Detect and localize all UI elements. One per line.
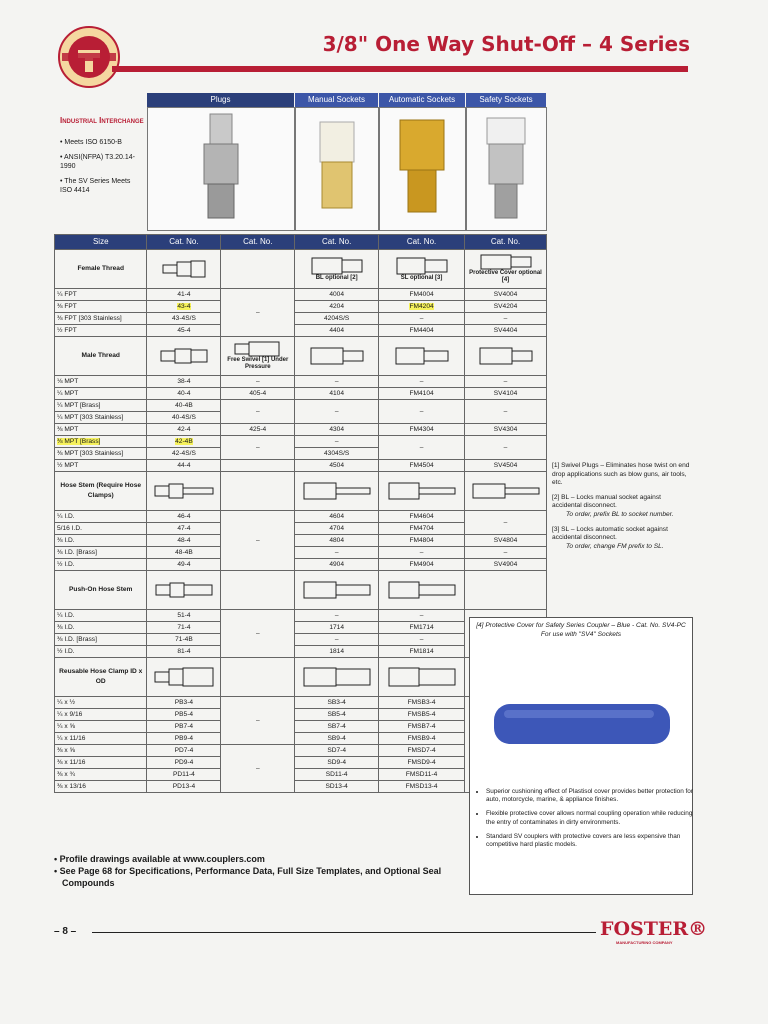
manual-cat-cell: SD9-4 [295, 757, 379, 769]
safety-cat-cell: – [465, 511, 547, 535]
plug-image [148, 108, 294, 230]
plug-cat-cell: PB3-4 [147, 697, 221, 709]
manual-cat-cell: 4304S/S [295, 448, 379, 460]
table-row [55, 313, 547, 325]
section-push-on-hose-stem [55, 571, 547, 610]
manual-cat-cell: 4504 [295, 460, 379, 472]
plug2-cat-cell: 405-4 [221, 388, 295, 400]
note-sl-order: To order, change FM prefix to SL. [566, 542, 664, 550]
note-bl-order: To order, prefix BL to socket number. [566, 510, 674, 518]
size-cell: ⅜ MPT [303 Stainless] [55, 448, 147, 460]
brand-subtitle: MANUFACTURING COMPANY [616, 940, 673, 945]
highlighted-value: ⅜ MPT [Brass] [57, 437, 101, 445]
highlighted-value: 43-4 [177, 302, 191, 310]
profile-drawing [295, 571, 379, 610]
size-cell: ⅜ I.D. [Brass] [55, 634, 147, 646]
size-cell: ⅜ I.D. [Brass] [55, 547, 147, 559]
socket-profile-icon [302, 667, 372, 687]
profile-drawing [379, 571, 465, 610]
manual-socket-image [296, 108, 378, 230]
empty-cell [465, 571, 547, 610]
profile-drawing [147, 658, 221, 697]
size-cell: ⅜ x 11/16 [55, 757, 147, 769]
note-specifications: • See Page 68 for Specifications, Performance Data, Full Size Templates, and Optional Seal Compounds [54, 866, 442, 888]
plug2-cat-cell: – [221, 610, 295, 658]
safety-cat-cell: – [465, 376, 547, 388]
size-cell: ¼ x ⅝ [55, 721, 147, 733]
section-male-thread [55, 337, 547, 376]
socket-profile-icon [310, 257, 364, 275]
size-cell: ¼ x 9/16 [55, 709, 147, 721]
plug-cat-cell: PB9-4 [147, 733, 221, 745]
empty-cell [221, 472, 295, 511]
manual-cat-cell: 4204S/S [295, 313, 379, 325]
page-notes [52, 853, 472, 889]
plug2-cat-cell: – [221, 400, 295, 424]
plug-cat-cell: 48-4B [147, 547, 221, 559]
size-cell: ⅜ x 13/16 [55, 781, 147, 793]
plug-profile-icon [161, 259, 207, 279]
manual-cat-cell: – [295, 634, 379, 646]
plug-profile-icon [159, 347, 209, 365]
empty-cell [221, 658, 295, 697]
table-row [55, 547, 547, 559]
section-label: Reusable Hose Clamp ID x OD [55, 658, 147, 697]
list-item: • Standard SV couplers with protective covers are less expensive than competitive hard plastic models. [486, 833, 696, 849]
auto-cat-cell: – [379, 547, 465, 559]
plug-profile-icon [154, 582, 214, 598]
auto-cat-cell: FM4404 [379, 325, 465, 337]
page-number: – 8 – [54, 926, 77, 937]
plug-cat-cell: 46-4 [147, 511, 221, 523]
manual-cat-cell: – [295, 400, 379, 424]
plug-cat-cell: 71-4 [147, 622, 221, 634]
plug-cat-cell [147, 436, 221, 448]
profile-drawing [147, 472, 221, 511]
plug2-cat-cell: – [221, 289, 295, 337]
table-row [55, 289, 547, 301]
col-manual-cat: Cat. No. [295, 235, 379, 250]
manual-cat-cell: – [295, 610, 379, 622]
manual-cat-cell: – [295, 376, 379, 388]
socket-profile-icon [309, 347, 365, 365]
size-cell: ¼ x ½ [55, 697, 147, 709]
auto-cat-cell: FMSD9-4 [379, 757, 465, 769]
size-cell: ⅜ FPT [55, 301, 147, 313]
auto-cat-cell: FM4704 [379, 523, 465, 535]
manual-cat-cell: 4104 [295, 388, 379, 400]
safety-cat-cell: SV4204 [465, 301, 547, 313]
socket-profile-icon [387, 482, 457, 500]
caption-protective-cover: Protective Cover optional [4] [469, 270, 542, 283]
automatic-socket-image [380, 108, 465, 230]
profile-drawing [465, 250, 547, 289]
plug-cat-cell: 42-4S/S [147, 448, 221, 460]
section-label: Female Thread [55, 250, 147, 289]
profile-drawing [379, 472, 465, 511]
profile-drawing [295, 337, 379, 376]
plug2-cat-cell: 425-4 [221, 424, 295, 436]
auto-cat-cell: FMSB9-4 [379, 733, 465, 745]
plug-cat-cell: 48-4 [147, 535, 221, 547]
empty-cell [221, 571, 295, 610]
note-swivel: [1] Swivel Plugs – Eliminates hose twist on end drop applications such as blow guns, air tools, etc. [552, 462, 690, 487]
auto-cat-cell: FM4304 [379, 424, 465, 436]
list-item: • Flexible protective cover allows normal coupling operation while reducing the entry of contaminates in dirty environments. [486, 810, 696, 826]
manual-cat-cell: 4904 [295, 559, 379, 571]
manual-cat-cell: SD7-4 [295, 745, 379, 757]
cover-benefits [474, 788, 696, 855]
industrial-interchange [60, 116, 144, 201]
table-header-row [55, 235, 547, 250]
col-plug2-cat: Cat. No. [221, 235, 295, 250]
note-bl: [2] BL – Locks manual socket against accidental disconnect. [552, 493, 661, 510]
size-cell: ¼ I.D. [55, 511, 147, 523]
col-safety-cat: Cat. No. [465, 235, 547, 250]
manual-cat-cell: SD13-4 [295, 781, 379, 793]
plug2-cat-cell: – [221, 697, 295, 745]
section-label: Push-On Hose Stem [55, 571, 147, 610]
safety-cat-cell: SV4904 [465, 559, 547, 571]
socket-profile-icon [387, 667, 457, 687]
col-size: Size [55, 235, 147, 250]
table-row [55, 301, 547, 313]
socket-profile-icon [471, 483, 541, 499]
plug-cat-cell: 40-4 [147, 388, 221, 400]
auto-cat-cell: – [379, 634, 465, 646]
safety-cat-cell: – [465, 547, 547, 559]
cover-caption: [4] Protective Cover for Safety Series Coupler – Blue - Cat. No. SV4-PC [476, 622, 686, 629]
size-cell: ⅜ FPT [303 Stainless] [55, 313, 147, 325]
header-automatic-sockets: Automatic Sockets [379, 93, 465, 107]
header-plugs: Plugs [147, 93, 294, 107]
section-hose-stem [55, 472, 547, 511]
size-cell: ½ MPT [55, 460, 147, 472]
table-row [55, 325, 547, 337]
automatic-socket-photo [379, 107, 466, 231]
safety-cat-cell: SV4404 [465, 325, 547, 337]
auto-cat-cell: FM4104 [379, 388, 465, 400]
auto-cat-cell: FM4004 [379, 289, 465, 301]
safety-socket-photo [466, 107, 547, 231]
plug-cat-cell: 45-4 [147, 325, 221, 337]
auto-cat-cell: – [379, 610, 465, 622]
header-manual-sockets: Manual Sockets [295, 93, 378, 107]
empty-cell [221, 460, 295, 472]
plug-cat-cell: PD9-4 [147, 757, 221, 769]
manual-cat-cell: 4304 [295, 424, 379, 436]
empty-cell [221, 250, 295, 289]
manual-cat-cell: 4004 [295, 289, 379, 301]
plug-cat-cell: 44-4 [147, 460, 221, 472]
swivel-plug-profile-icon [233, 341, 283, 357]
manual-cat-cell: SB3-4 [295, 697, 379, 709]
plug-cat-cell: 43-4S/S [147, 313, 221, 325]
plug2-cat-cell: – [221, 511, 295, 571]
plug-cat-cell: PB5-4 [147, 709, 221, 721]
profile-drawing [379, 337, 465, 376]
safety-cat-cell: – [465, 400, 547, 424]
note-sl: [3] SL – Locks automatic socket against accidental disconnect. [552, 525, 668, 542]
plug-cat-cell: 38-4 [147, 376, 221, 388]
size-cell [55, 436, 147, 448]
profile-drawing [465, 472, 547, 511]
size-cell: ½ I.D. [55, 646, 147, 658]
auto-cat-cell: FM4604 [379, 511, 465, 523]
plug-cat-cell: 40-4B [147, 400, 221, 412]
manual-cat-cell: 1814 [295, 646, 379, 658]
cover-caption-usage: For use with "SV4" Sockets [540, 630, 622, 638]
plug-profile-icon [153, 483, 215, 499]
footer-rule [92, 932, 596, 933]
highlighted-value: 42-4B [175, 437, 193, 445]
profile-drawing [295, 658, 379, 697]
table-row [55, 424, 547, 436]
socket-profile-icon [479, 254, 533, 270]
auto-cat-cell: FM1714 [379, 622, 465, 634]
caption-sl: SL optional [3] [400, 274, 443, 281]
auto-cat-cell: FM4804 [379, 535, 465, 547]
list-item: • Superior cushioning effect of Plastisol cover provides better protection for auto, motorcycle, marine, & appliance finishes. [486, 788, 696, 804]
socket-profile-icon [478, 347, 534, 365]
page-title: 3/8" One Way Shut-Off – 4 Series [322, 32, 690, 56]
manual-cat-cell: – [295, 436, 379, 448]
safety-cat-cell: SV4804 [465, 535, 547, 547]
manual-cat-cell: 4704 [295, 523, 379, 535]
caption-bl: BL optional [2] [315, 274, 358, 281]
plug-cat-cell: 41-4 [147, 289, 221, 301]
plug-cat-cell: PD11-4 [147, 769, 221, 781]
safety-cat-cell: SV4104 [465, 388, 547, 400]
profile-drawing [147, 250, 221, 289]
socket-profile-icon [387, 581, 457, 599]
size-cell: ¼ MPT [303 Stainless] [55, 412, 147, 424]
plug-cat-cell: 51-4 [147, 610, 221, 622]
auto-cat-cell: – [379, 436, 465, 460]
auto-cat-cell: FMSD13-4 [379, 781, 465, 793]
manual-cat-cell: SB5-4 [295, 709, 379, 721]
size-cell: ½ I.D. [55, 559, 147, 571]
profile-drawing [379, 658, 465, 697]
size-cell: 5/16 I.D. [55, 523, 147, 535]
size-cell: ⅜ x ⅝ [55, 745, 147, 757]
plug2-cat-cell: – [221, 376, 295, 388]
auto-cat-cell: FM1814 [379, 646, 465, 658]
highlighted-value: FM4204 [409, 302, 434, 310]
intro-bullet: • The SV Series Meets ISO 4414 [60, 178, 131, 194]
manual-cat-cell: 4604 [295, 511, 379, 523]
auto-cat-cell: FMSB5-4 [379, 709, 465, 721]
table-row [55, 535, 547, 547]
socket-profile-icon [302, 581, 372, 599]
table-row [55, 460, 547, 472]
table-row [55, 511, 547, 523]
profile-drawing [295, 250, 379, 289]
section-female-thread [55, 250, 547, 289]
size-cell: ¼ x 11/16 [55, 733, 147, 745]
auto-cat-cell: – [379, 376, 465, 388]
auto-cat-cell: FM4504 [379, 460, 465, 472]
profile-drawing [221, 337, 295, 376]
manual-cat-cell: 1714 [295, 622, 379, 634]
table-row [55, 559, 547, 571]
section-label: Hose Stem (Require Hose Clamps) [55, 472, 147, 511]
profile-drawing [379, 250, 465, 289]
manual-cat-cell: SB7-4 [295, 721, 379, 733]
size-cell: ⅜ MPT [55, 424, 147, 436]
safety-socket-image [467, 108, 546, 230]
auto-cat-cell: FM4904 [379, 559, 465, 571]
protective-cover-box [469, 617, 693, 895]
auto-cat-cell [379, 301, 465, 313]
size-cell: ⅜ I.D. [55, 535, 147, 547]
profile-drawing [147, 337, 221, 376]
header-safety-sockets: Safety Sockets [466, 93, 546, 107]
caption-free-swivel: Free Swivel [1] Under Pressure [227, 357, 289, 370]
safety-cat-cell: – [465, 313, 547, 325]
size-cell: ⅛ MPT [55, 376, 147, 388]
profile-drawing [295, 472, 379, 511]
size-cell: ¼ MPT [55, 388, 147, 400]
manual-cat-cell: SD11-4 [295, 769, 379, 781]
size-cell: ¼ MPT [Brass] [55, 400, 147, 412]
section-label: Male Thread [55, 337, 147, 376]
auto-cat-cell: – [379, 313, 465, 325]
auto-cat-cell: – [379, 400, 465, 424]
foster-logo [58, 26, 120, 88]
safety-cat-cell: SV4004 [465, 289, 547, 301]
plug-cat-cell: 42-4 [147, 424, 221, 436]
manual-cat-cell: 4804 [295, 535, 379, 547]
safety-cat-cell: SV4304 [465, 424, 547, 436]
socket-profile-icon [302, 482, 372, 500]
plug-cat-cell: 81-4 [147, 646, 221, 658]
manual-cat-cell: 4404 [295, 325, 379, 337]
safety-cat-cell: – [465, 436, 547, 460]
intro-bullet: • ANSI(NFPA) T3.20.14-1990 [60, 154, 135, 170]
size-cell: ¼ FPT [55, 289, 147, 301]
plug-photo [147, 107, 295, 231]
plug-cat-cell: PD13-4 [147, 781, 221, 793]
table-row [55, 400, 547, 412]
plug2-cat-cell: – [221, 745, 295, 793]
profile-drawing [147, 571, 221, 610]
plug-cat-cell: 49-4 [147, 559, 221, 571]
size-cell: ½ FPT [55, 325, 147, 337]
plug-cat-cell: 40-4S/S [147, 412, 221, 424]
plug-cat-cell: 47-4 [147, 523, 221, 535]
plug-cat-cell [147, 301, 221, 313]
socket-profile-icon [395, 257, 449, 275]
auto-cat-cell: FMSB3-4 [379, 697, 465, 709]
plug-cat-cell: PD7-4 [147, 745, 221, 757]
socket-profile-icon [394, 347, 450, 365]
intro-bullet: • Meets ISO 6150-B [60, 139, 122, 146]
auto-cat-cell: FMSB7-4 [379, 721, 465, 733]
manual-cat-cell: SB9-4 [295, 733, 379, 745]
safety-cat-cell: SV4504 [465, 460, 547, 472]
manual-cat-cell: – [295, 547, 379, 559]
size-cell: ¼ I.D. [55, 610, 147, 622]
plug2-cat-cell: – [221, 436, 295, 460]
manual-cat-cell: 4204 [295, 301, 379, 313]
table-row [55, 388, 547, 400]
note-profile-drawings: • Profile drawings available at www.couplers.com [54, 854, 265, 864]
profile-drawing [465, 337, 547, 376]
table-row [55, 376, 547, 388]
intro-heading: Industrial Interchange [60, 116, 144, 125]
plug-cat-cell: PB7-4 [147, 721, 221, 733]
size-cell: ⅜ x ¾ [55, 769, 147, 781]
size-cell: ⅜ I.D. [55, 622, 147, 634]
manual-socket-photo [295, 107, 379, 231]
title-rule [112, 66, 688, 72]
auto-cat-cell: FMSD11-4 [379, 769, 465, 781]
brand-logo: FOSTER® [600, 918, 708, 940]
auto-cat-cell: FMSD7-4 [379, 745, 465, 757]
col-auto-cat: Cat. No. [379, 235, 465, 250]
footnotes [552, 462, 692, 557]
plug-cat-cell: 71-4B [147, 634, 221, 646]
plug-profile-icon [153, 667, 215, 687]
table-row [55, 436, 547, 448]
protective-cover-image [480, 670, 682, 782]
col-plug-cat: Cat. No. [147, 235, 221, 250]
